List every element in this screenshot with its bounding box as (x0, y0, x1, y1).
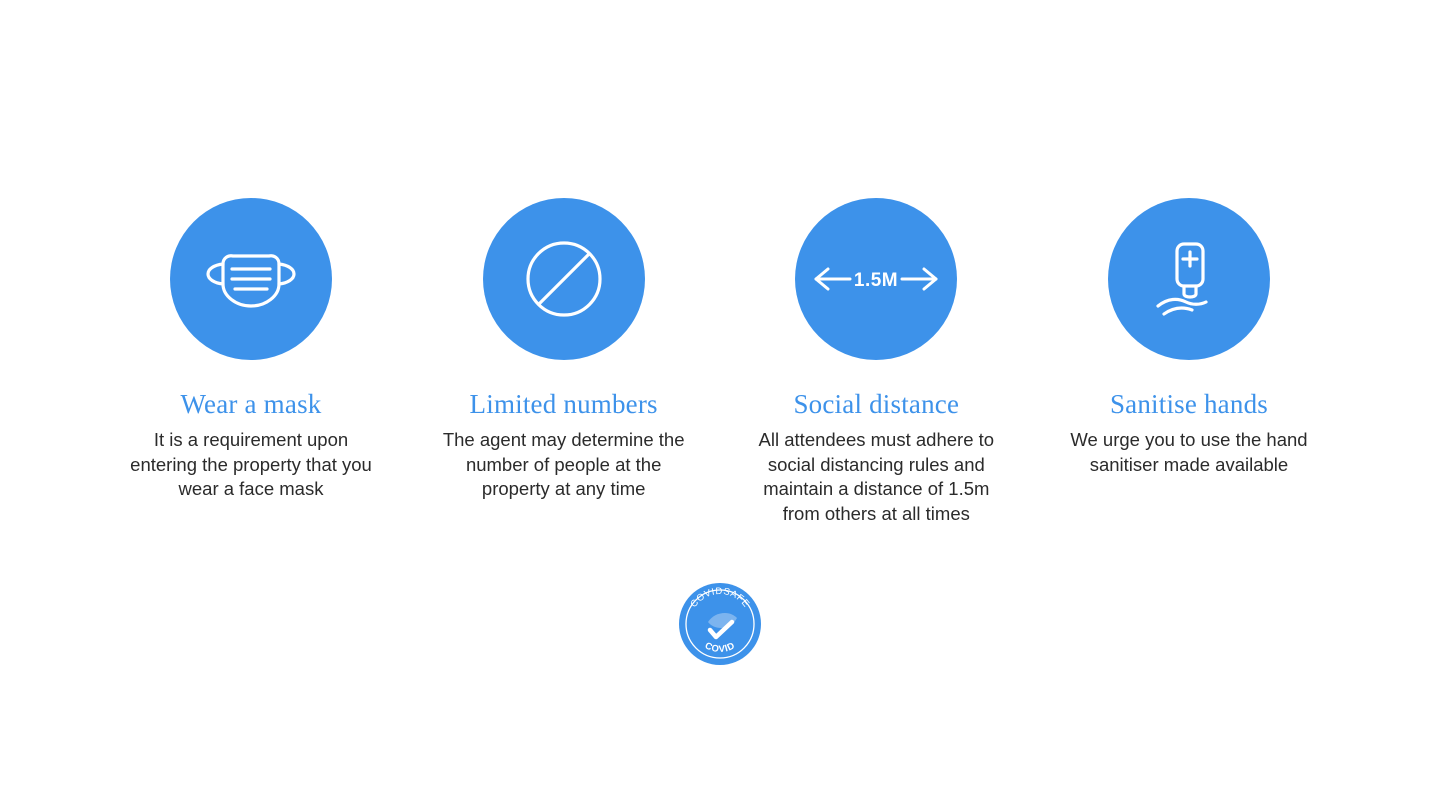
social-distance-arrows-icon (795, 198, 957, 360)
safety-card-limited-numbers (433, 198, 695, 502)
badge-container (0, 582, 1440, 666)
safety-card-body: The agent may determine the number of people at the property at any time (442, 429, 685, 499)
face-mask-icon (170, 198, 332, 360)
safety-card-title: Sanitise hands (1109, 389, 1268, 419)
safety-card-title: Limited numbers (469, 389, 658, 419)
safety-card-social-distance (745, 198, 1007, 526)
safety-card-body: It is a requirement upon entering the property that you wear a face mask (130, 429, 372, 499)
safety-card-wear-a-mask (120, 198, 382, 502)
safety-card-sanitise-hands (1058, 198, 1320, 477)
safety-card-body: We urge you to use the hand sanitiser made available (1070, 429, 1308, 475)
badge-bottom-text: COVID (702, 640, 738, 656)
safety-card-body: All attendees must adhere to social distancing rules and maintain a distance of 1.5m from others at all times (758, 429, 995, 524)
covidsafe-badge (678, 582, 762, 666)
safety-card-title: Wear a mask (180, 389, 322, 419)
safety-card-list (120, 198, 1320, 526)
social-distance-value: 1.5M (854, 270, 899, 291)
badge-top-text: COVIDSAFE (688, 585, 752, 610)
hand-sanitiser-icon (1108, 198, 1270, 360)
no-entry-circle-slash-icon (483, 198, 645, 360)
safety-card-title: Social distance (793, 389, 960, 419)
